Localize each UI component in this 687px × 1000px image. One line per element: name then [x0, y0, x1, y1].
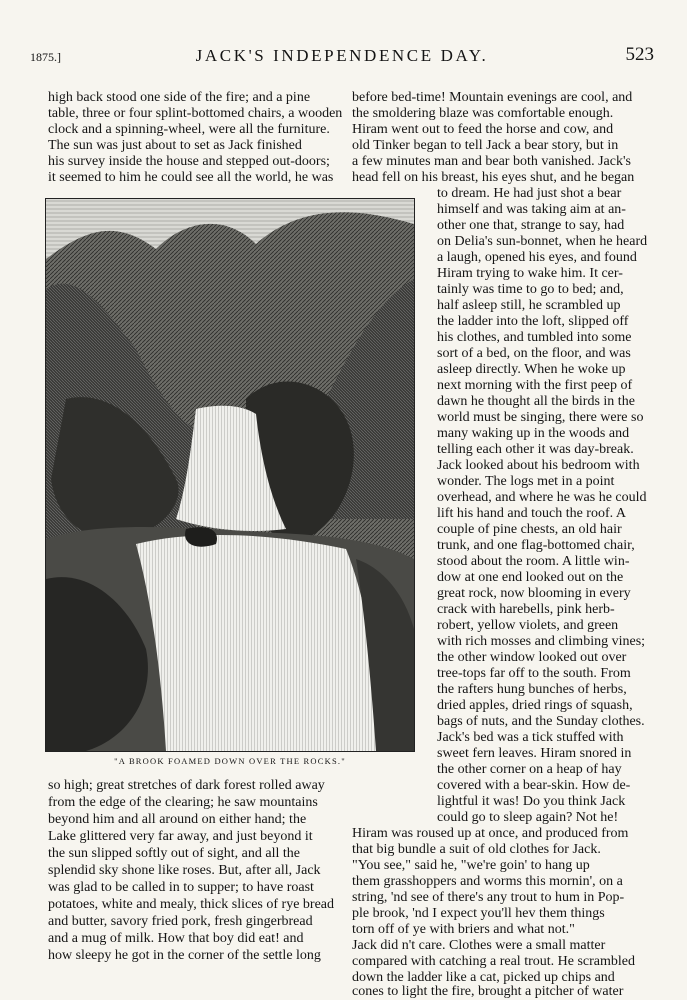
text-line: Hiram was roused up at once, and produced from	[352, 826, 629, 841]
text-line: splendid sky shone like roses. But, after all, Jack	[48, 863, 321, 878]
text-line: before bed-time! Mountain evenings are cool, and	[352, 90, 633, 105]
text-line: was glad to be called in to supper; to have roast	[48, 880, 314, 895]
text-line: his survey inside the house and stepped out-doors;	[48, 154, 330, 169]
text-line: a laugh, opened his eyes, and found	[437, 250, 637, 265]
text-line: covered with a bear-skin. How de-	[437, 778, 631, 793]
text-line: his clothes, and tumbled into some	[437, 330, 632, 345]
text-line: high back stood one side of the fire; and a pine	[48, 90, 311, 105]
text-line: that big bundle a suit of old clothes for Jack.	[352, 842, 601, 857]
text-line: "You see," said he, "we're goin' to hang up	[352, 858, 590, 873]
text-line: wonder. The logs met in a point	[437, 474, 615, 489]
text-line: dried apples, dried rings of squash,	[437, 698, 633, 713]
text-line: world must be singing, there were so	[437, 410, 644, 425]
text-line: stood about the room. A little win-	[437, 554, 630, 569]
text-line: Lake glittered very far away, and just beyond it	[48, 829, 313, 844]
text-line: Jack looked about his bedroom with	[437, 458, 640, 473]
text-line: tree-tops far off to the south. From	[437, 666, 631, 681]
header-year: 1875.]	[30, 50, 61, 64]
text-line: so high; great stretches of dark forest rolled away	[48, 778, 325, 793]
text-line: cones to light the fire, brought a pitcher of water	[352, 984, 624, 999]
text-line: head fell on his breast, his eyes shut, and he began	[352, 170, 635, 185]
text-line: couple of pine chests, an old hair	[437, 522, 622, 537]
text-line: asleep directly. When he woke up	[437, 362, 626, 377]
text-line: ple brook, 'nd I expect you'll hev them things	[352, 906, 605, 921]
text-line: with rich mosses and climbing vines;	[437, 634, 646, 649]
text-line: many waking up in the woods and	[437, 426, 630, 441]
text-line: Hiram trying to wake him. It cer-	[437, 266, 623, 281]
text-line: down the ladder like a cat, picked up chips and	[352, 970, 615, 985]
waterfall-illustration	[45, 198, 415, 752]
text-line: sort of a bed, on the floor, and was	[437, 346, 631, 361]
text-line: on Delia's sun-bonnet, when he heard	[437, 234, 648, 249]
text-line: could go to sleep again? Not he!	[437, 810, 619, 825]
text-line: clock and a spinning-wheel, were all the furniture.	[48, 122, 330, 137]
text-line: from the edge of the clearing; he saw mountains	[48, 795, 318, 810]
text-line: the other corner on a heap of hay	[437, 762, 622, 777]
text-line: the ladder into the loft, slipped off	[437, 314, 629, 329]
text-line: bags of nuts, and the Sunday clothes.	[437, 714, 645, 729]
text-line: Jack's bed was a tick stuffed with	[437, 730, 624, 745]
text-line: great rock, now blooming in every	[437, 586, 631, 601]
text-line: The sun was just about to set as Jack finished	[48, 138, 302, 153]
text-line: other one that, strange to say, had	[437, 218, 625, 233]
text-line: and butter, savory fried pork, fresh gingerbread	[48, 914, 313, 929]
text-line: old Tinker began to tell Jack a bear story, but in	[352, 138, 619, 153]
text-line: trunk, and one flag-bottomed chair,	[437, 538, 635, 553]
text-line: lightful it was! Do you think Jack	[437, 794, 626, 809]
text-line: table, three or four splint-bottomed chairs, a wooden	[48, 106, 343, 121]
text-line: crack with harebells, pink herb-	[437, 602, 615, 617]
text-line: dow at one end looked out on the	[437, 570, 624, 585]
text-line: torn off of ye with briers and what not."	[352, 922, 575, 937]
text-line: the rafters hung bunches of herbs,	[437, 682, 627, 697]
text-line: to dream. He had just shot a bear	[437, 186, 622, 201]
text-line: himself and was taking aim at an-	[437, 202, 626, 217]
text-line: telling each other it was day-break.	[437, 442, 634, 457]
text-line: the smoldering blaze was comfortable enough.	[352, 106, 614, 121]
text-line: tainly was time to go to bed; and,	[437, 282, 624, 297]
text-line: overhead, and where he was he could	[437, 490, 647, 505]
text-line: Hiram went out to feed the horse and cow, and	[352, 122, 614, 137]
header-title: JACK'S INDEPENDENCE DAY.	[195, 46, 489, 65]
text-line: potatoes, white and mealy, thick slices of rye bread	[48, 897, 334, 912]
running-header	[30, 44, 654, 68]
text-line: a few minutes man and bear both vanished. Jack's	[352, 154, 631, 169]
text-line: the other window looked out over	[437, 650, 627, 665]
text-line: them grasshoppers and worms this mornin', on a	[352, 874, 623, 889]
text-line: beyond him and all around on either hand; the	[48, 812, 307, 827]
text-line: string, 'nd see of there's any trout to hum in Pop-	[352, 890, 625, 905]
text-line: dawn he thought all the birds in the	[437, 394, 635, 409]
figure-caption: "A BROOK FOAMED DOWN OVER THE ROCKS."	[114, 756, 346, 766]
text-line: robert, yellow violets, and green	[437, 618, 619, 633]
waterfall-engraving	[46, 199, 414, 751]
text-line: lift his hand and touch the roof. A	[437, 506, 626, 521]
text-line: Jack did n't care. Clothes were a small matter	[352, 938, 606, 953]
text-line: compared with catching a real trout. He scrambled	[352, 954, 635, 969]
text-line: next morning with the first peep of	[437, 378, 633, 393]
text-line: and a mug of milk. How that boy did eat! and	[48, 931, 304, 946]
text-line: the sun slipped softly out of sight, and all the	[48, 846, 300, 861]
text-line: it seemed to him he could see all the world, he was	[48, 170, 334, 185]
text-line: half asleep still, he scrambled up	[437, 298, 621, 313]
text-line: how sleepy he got in the corner of the settle long	[48, 948, 321, 963]
text-line: sweet fern leaves. Hiram snored in	[437, 746, 632, 761]
page-number: 523	[625, 44, 654, 65]
